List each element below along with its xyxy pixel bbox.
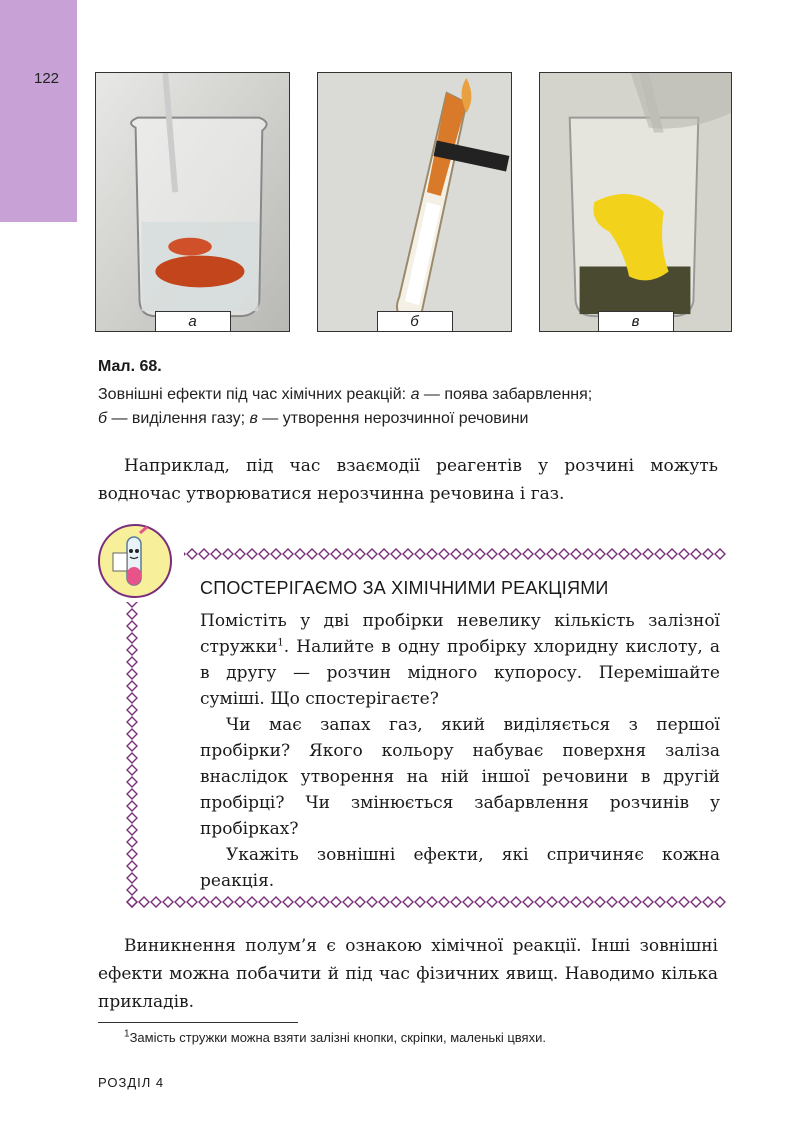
beaker-yellow-image [540, 73, 731, 331]
page-number: 122 [34, 70, 60, 87]
activity-p1-part1: Помістіть у дві пробірки невелику кількість залізної стружки [200, 611, 720, 657]
caption-b-letter: б [98, 410, 107, 427]
paragraph-2-text: Виникнення полум’я є ознакою хімічної реакції. Інші зовнішні ефекти можна побачити й під час фізичних явищ. Наводимо кілька прикладів. [98, 936, 718, 1012]
section-label: РОЗДІЛ 4 [98, 1075, 165, 1090]
figure-caption [98, 383, 738, 431]
caption-v-letter: в [249, 410, 258, 427]
activity-p1-part2: . Налийте в одну пробірку хлоридну кислоту, а в другу — розчин мідного купоросу. Перемішайте суміші. Що спостерігаєте? [200, 637, 720, 709]
photo-label-a: а [155, 311, 231, 331]
footnote-divider [98, 1022, 298, 1023]
activity-p3: Укажіть зовнішні ефекти, які спричиняє кожна реакція. [200, 845, 720, 891]
footnote-text: Замість стружки можна взяти залізні кнопки, скріпки, маленькі цвяхи. [129, 1030, 546, 1045]
photo-v [539, 72, 732, 332]
photo-a [95, 72, 290, 332]
footnote-marker: 1 [124, 1028, 130, 1040]
photo-label-v: в [598, 311, 674, 331]
caption-a-text: — поява забарвлення; [419, 386, 593, 403]
caption-intro: Зовнішні ефекти під час хімічних реакцій: [98, 386, 411, 403]
paragraph-2 [98, 932, 718, 1016]
photo-label-b: б [377, 311, 453, 331]
activity-title: СПОСТЕРІГАЄМО ЗА ХІМІЧНИМИ РЕАКЦІЯМИ [200, 578, 609, 598]
paragraph-1-text: Наприклад, під час взаємодії реагентів у розчині можуть водночас утворюватися нерозчинна речовина і газ. [98, 456, 718, 504]
activity-p2: Чи має запах газ, який виділяється з першої пробірки? Якого кольору набуває поверхня заліза внаслідок утворення на ній іншої речовини в другій пробірці? Чи змінюється забарвлення розчинів у пробірках? [200, 715, 720, 839]
figure-title: Мал. 68. [98, 358, 162, 375]
photo-b [317, 72, 512, 332]
beaker-red-image [96, 73, 289, 331]
activity-text [200, 608, 720, 894]
test-tube-image [318, 73, 511, 331]
caption-b-text: — виділення газу; [107, 410, 250, 427]
footnote-ref: 1 [277, 637, 284, 649]
page-tab [0, 0, 77, 222]
paragraph-1 [98, 452, 718, 508]
caption-a-letter: а [410, 386, 420, 403]
footnote [124, 1030, 546, 1045]
caption-v-text: — утворення нерозчинної речовини [257, 410, 529, 427]
test-tube-mascot-icon [97, 523, 173, 599]
